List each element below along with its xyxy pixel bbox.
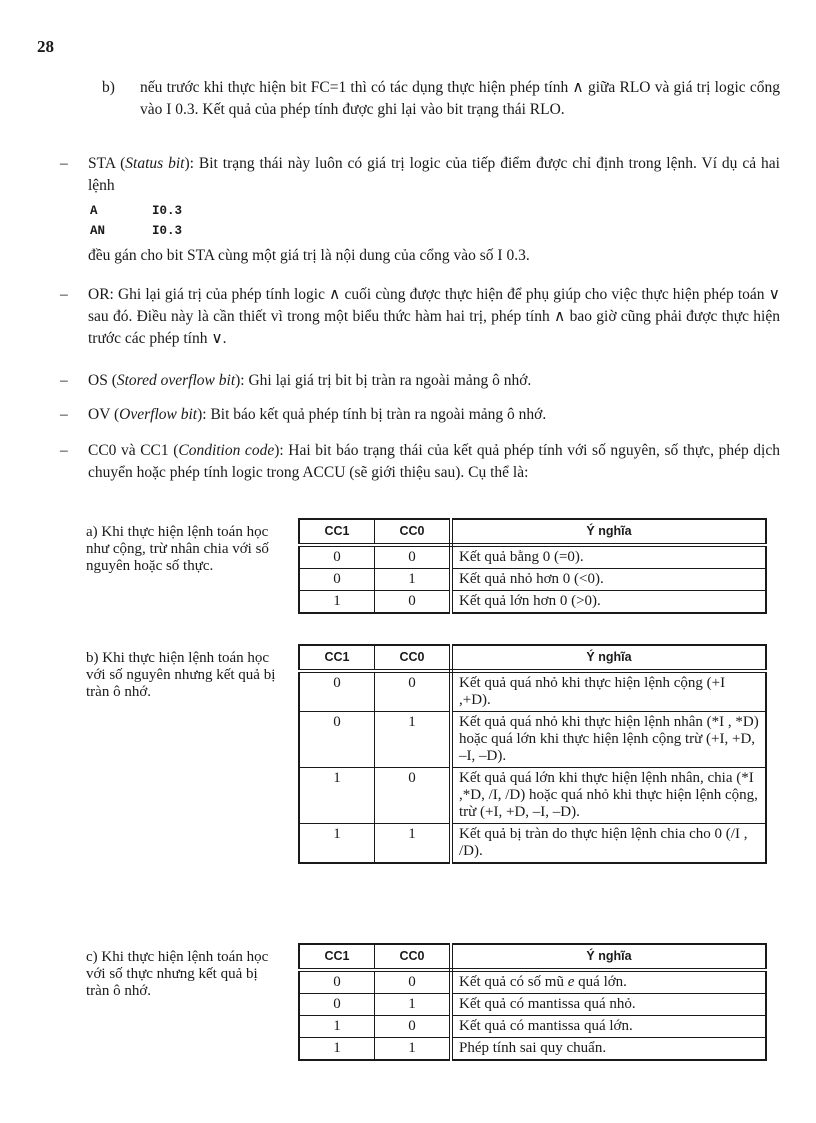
table-row: [299, 970, 766, 994]
cell-cc0: 1: [375, 1038, 452, 1061]
table-row: [299, 545, 766, 569]
table-row: [299, 994, 766, 1016]
cell-meaning: Kết quả có mantissa quá lớn.: [451, 1016, 766, 1038]
page-number: 28: [37, 37, 54, 56]
table-row: [299, 1038, 766, 1061]
sta-after: đều gán cho bit STA cùng một giá trị là nội dung của cổng vào số I 0.3.: [88, 247, 530, 264]
os-expansion: Stored overflow bit: [116, 372, 236, 389]
dash: –: [60, 155, 68, 172]
cell-cc1: 1: [299, 1016, 375, 1038]
case-a-label: a) Khi thực hiện lệnh toán học như cộng, trừ nhân chia với số nguyên hoặc số thực.: [86, 524, 269, 574]
ov-text: : Bit báo kết quả phép tính bị tràn ra ngoài mảng ô nhớ.: [202, 406, 547, 423]
header-meaning: Ý nghĩa: [451, 944, 766, 970]
code-arg: I0.3: [152, 224, 183, 238]
cell-cc1: 0: [299, 569, 375, 591]
cc-paragraph: – CC0 và CC1 (Condition code): Hai bit báo trạng thái của kết quả phép tính với số nguyên, số thực, phép dịch chuyển hoặc phép tính logic trong ACCU (sẽ giới thiệu sau). Cụ thể là:: [60, 442, 780, 481]
header-cc1: CC1: [299, 519, 375, 545]
dash: –: [60, 442, 68, 459]
dash: –: [60, 372, 68, 389]
or-text: OR: Ghi lại giá trị của phép tính logic ∧ cuối cùng được thực hiện để phụ giúp cho việc thực hiện phép toán ∨ sau đó. Điều này là cần thiết vì trong một biểu thức hàm hai trị, phép tính ∧ bao giờ cũng phải được thực hiện trước các phép tính ∨.: [88, 286, 780, 347]
cell-cc0: 0: [375, 768, 452, 824]
item-b-text: nếu trước khi thực hiện bit FC=1 thì có tác dụng thực hiện phép tính ∧ giữa RLO và giá trị logic cổng vào I 0.3. Kết quả của phép tính được ghi lại vào bit trạng thái RLO.: [140, 79, 780, 118]
header-meaning: Ý nghĩa: [451, 519, 766, 545]
table-row: [299, 671, 766, 712]
cell-cc1: 0: [299, 970, 375, 994]
cell-meaning: Kết quả bằng 0 (=0).: [451, 545, 766, 569]
ov-expansion: Overflow bit: [119, 406, 198, 423]
cell-cc1: 1: [299, 1038, 375, 1061]
header-meaning: Ý nghĩa: [451, 645, 766, 671]
meaning-exponent: e: [567, 974, 575, 990]
header-cc0: CC0: [375, 645, 452, 671]
cell-cc1: 0: [299, 671, 375, 712]
table-row: [299, 569, 766, 591]
os-term: OS: [88, 372, 108, 389]
cell-cc1: 0: [299, 712, 375, 768]
header-cc1: CC1: [299, 944, 375, 970]
ov-term: OV: [88, 406, 111, 423]
os-paragraph: – OS (Stored overflow bit): Ghi lại giá trị bit bị tràn ra ngoài mảng ô nhớ.: [60, 370, 780, 392]
table-row: [299, 824, 766, 864]
table-row: [299, 712, 766, 768]
table-case-b: [298, 644, 767, 864]
cell-meaning: Kết quả quá nhỏ khi thực hiện lệnh cộng (+I ,+D).: [451, 671, 766, 712]
header-cc0: CC0: [375, 944, 452, 970]
dash: –: [60, 286, 68, 303]
code-op: A: [90, 204, 98, 218]
cell-meaning: Kết quả có mantissa quá nhỏ.: [451, 994, 766, 1016]
cell-cc1: 1: [299, 591, 375, 614]
code-line-2: [60, 221, 780, 241]
ov-paragraph: – OV (Overflow bit): Bit báo kết quả phép tính bị tràn ra ngoài mảng ô nhớ.: [60, 404, 780, 426]
os-text: : Ghi lại giá trị bit bị tràn ra ngoài mảng ô nhớ.: [240, 372, 532, 389]
cell-cc1: 0: [299, 994, 375, 1016]
header-cc0: CC0: [375, 519, 452, 545]
cell-cc0: 0: [375, 1016, 452, 1038]
code-arg: I0.3: [152, 204, 183, 218]
cell-meaning: Kết quả lớn hơn 0 (>0).: [451, 591, 766, 614]
table-row: [299, 591, 766, 614]
table-case-a: [298, 518, 767, 614]
cell-cc0: 0: [375, 545, 452, 569]
cell-cc0: 0: [375, 671, 452, 712]
code-op: AN: [90, 224, 106, 238]
case-b-label: b) Khi thực hiện lệnh toán học với số nguyên nhưng kết quả bị tràn ô nhớ.: [86, 650, 276, 700]
cell-cc1: 1: [299, 824, 375, 864]
or-paragraph: [60, 284, 780, 350]
table-row: [299, 768, 766, 824]
cc-term: CC0 và CC1: [88, 442, 169, 459]
cell-meaning: [451, 970, 766, 994]
sta-term: STA: [88, 155, 116, 172]
table-case-c: [298, 943, 767, 1061]
cell-meaning: Kết quả quá nhỏ khi thực hiện lệnh nhân (*I , *D) hoặc quá lớn khi thực hiện lệnh cộng trừ (+I, +D, –I, –D).: [451, 712, 766, 768]
cell-cc0: 1: [375, 569, 452, 591]
cc-text: : Hai bit báo trạng thái của kết quả phép tính với số nguyên, số thực, phép dịch chuyển hoặc phép tính logic trong ACCU (sẽ giới thiệu sau). Cụ thể là:: [88, 442, 780, 481]
case-c-label: c) Khi thực hiện lệnh toán học với số thực nhưng kết quả bị tràn ô nhớ.: [86, 949, 269, 999]
cell-cc0: 1: [375, 994, 452, 1016]
cell-cc1: 0: [299, 545, 375, 569]
code-block: [60, 201, 780, 241]
cell-cc0: 1: [375, 824, 452, 864]
cell-cc0: 0: [375, 591, 452, 614]
cell-meaning: Phép tính sai quy chuẩn.: [451, 1038, 766, 1061]
sta-expansion: Status bit: [125, 155, 185, 172]
cell-cc0: 0: [375, 970, 452, 994]
cell-cc1: 1: [299, 768, 375, 824]
cell-meaning: Kết quả bị tràn do thực hiện lệnh chia cho 0 (/I , /D).: [451, 824, 766, 864]
item-b: [60, 77, 780, 121]
sta-text: : Bit trạng thái này luôn có giá trị logic của tiếp điểm được chỉ định trong lệnh. Ví dụ cả hai lệnh: [88, 155, 780, 194]
cell-cc0: 1: [375, 712, 452, 768]
code-line-1: [60, 201, 780, 221]
header-cc1: CC1: [299, 645, 375, 671]
sta-paragraph: – STA (Status bit): Bit trạng thái này luôn có giá trị logic của tiếp điểm được chỉ định trong lệnh. Ví dụ cả hai lệnh A I0.3 AN I0.3 đều gán cho bit STA cùng một giá trị là nội dung của cổng vào số I 0.3.: [60, 153, 780, 267]
item-b-label: b): [102, 79, 115, 96]
meaning-part: quá lớn.: [574, 974, 627, 990]
cell-meaning: Kết quả quá lớn khi thực hiện lệnh nhân, chia (*I ,*D, /I, /D) hoặc quá nhỏ khi thực hiện lệnh cộng, trừ (+I, +D, –I, –D).: [451, 768, 766, 824]
cc-expansion: Condition code: [178, 442, 275, 459]
table-row: [299, 1016, 766, 1038]
dash: –: [60, 406, 68, 423]
meaning-part: Kết quả có số mũ: [459, 974, 568, 990]
cell-meaning: Kết quả nhỏ hơn 0 (<0).: [451, 569, 766, 591]
